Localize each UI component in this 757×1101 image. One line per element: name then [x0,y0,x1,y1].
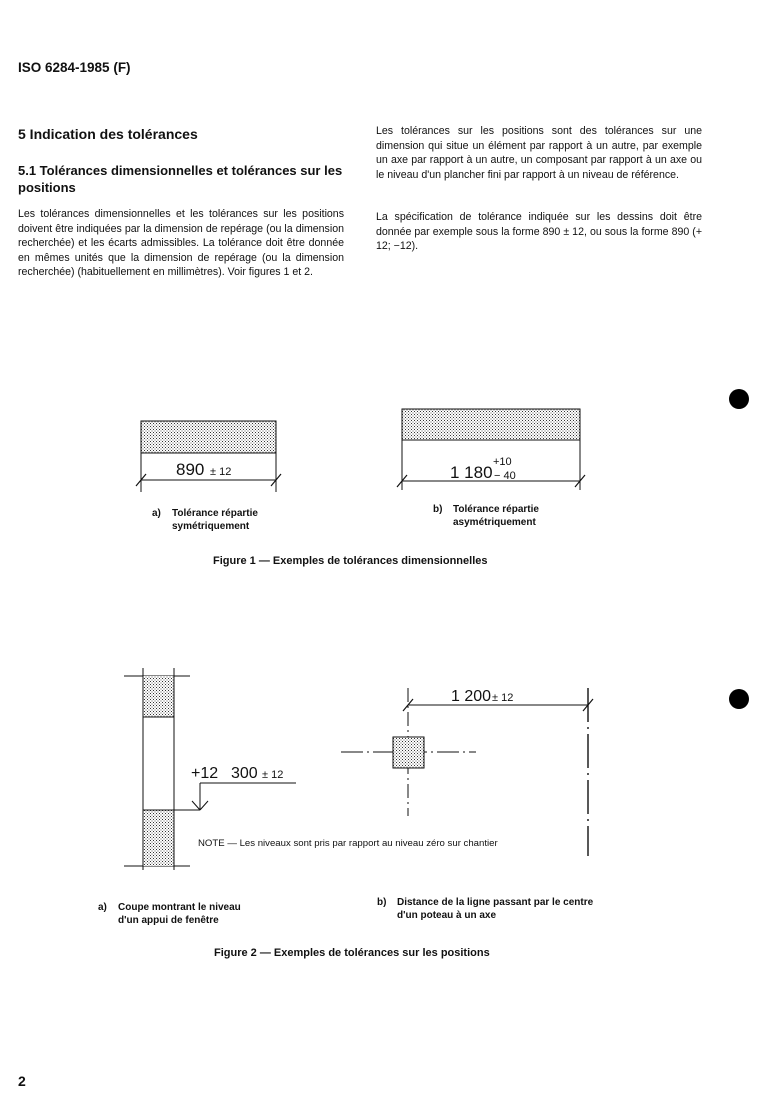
figure1-caption-b-line2: asymétriquement [453,517,536,528]
figure2-a-wall-lower [143,810,174,866]
figure1-caption-b-line1: Tolérance répartie [453,504,539,515]
figure1-b-value: 1 180 [450,463,493,482]
figure2-caption-a [98,901,241,927]
figure2-a-value: 300 [231,765,258,782]
figure1-b-hatched-bar [402,409,580,440]
paragraph-position-tolerances: Les tolérances sur les positions sont des tolérances sur une dimension qui situe un élément par rapport à un autre, par exemple un axe par rapport à un autre, un composant par rapport à un axe ou le niveau d'un plancher fini par rapport à un niveau de référence. [376,125,702,181]
figure1-caption-b [433,503,539,529]
figure1-a-hatched-bar [141,421,276,453]
figure2-caption-a-label: a) [98,902,107,913]
figure2-b-tolerance: ± 12 [492,692,514,704]
figure1-b-upper-deviation: +10 [493,456,512,468]
figure2-note: NOTE — Les niveaux sont pris par rapport au niveau zéro sur chantier [198,838,498,849]
figure2-b-value: 1 200 [451,688,492,705]
figure1-title: Figure 1 — Exemples de tolérances dimensionnelles [213,555,488,567]
section-heading: 5 Indication des tolérances [18,126,198,142]
figure1-a-drawing [136,421,281,492]
figure1-a-tolerance: ± 12 [210,466,232,478]
subsection-heading: 5.1 Tolérances dimensionnelles et tolérances sur les positions [18,163,343,195]
figure2-caption-b-label: b) [377,897,387,908]
figure1-a-value: 890 [176,460,205,479]
figure2-caption-b-line1: Distance de la ligne passant par le centre [397,897,594,908]
figure2-caption-b [377,896,593,922]
figure2-a-level: +12 [191,765,219,782]
figure2-a-wall-upper [143,676,174,717]
figure1-b-drawing [397,409,585,490]
page-number: 2 [18,1073,26,1089]
figure1-caption-b-label: b) [433,504,443,515]
figure1-caption-a-label: a) [152,508,161,519]
figure2-caption-b-line2: d'un poteau à un axe [397,910,497,921]
figure2-a-tolerance: ± 12 [262,769,284,781]
paragraph-dimensional-tolerances: Les tolérances dimensionnelles et les tolérances sur les positions doivent être indiquées par la dimension de repérage (ou la dimension recherchée) et les écarts admissibles. La tolérance doit être donnée en mêmes unités que la dimension de repérage (ou la dimension recherchée) (habituellement en millimètres). Voir figures 1 et 2. [18,208,344,279]
figure2-b-drawing [341,688,593,856]
figure1-caption-a-line1: Tolérance répartie [172,508,258,519]
figure1-b-lower-deviation: − 40 [494,470,516,482]
figure2-caption-a-line2: d'un appui de fenêtre [118,915,219,926]
paragraph-tolerance-specification: La spécification de tolérance indiquée sur les dessins doit être donnée par exemple sous la forme 890 ± 12, ou sous la forme 890 (+ 12; −12). [376,211,702,253]
figure1-caption-a-line2: symétriquement [172,521,250,532]
figure2-caption-a-line1: Coupe montrant le niveau [118,902,241,913]
figure1-caption-a [152,507,258,533]
figure2-b-post [393,737,424,768]
figure2-title: Figure 2 — Exemples de tolérances sur les positions [214,947,490,959]
document-id: ISO 6284-1985 (F) [18,60,131,75]
